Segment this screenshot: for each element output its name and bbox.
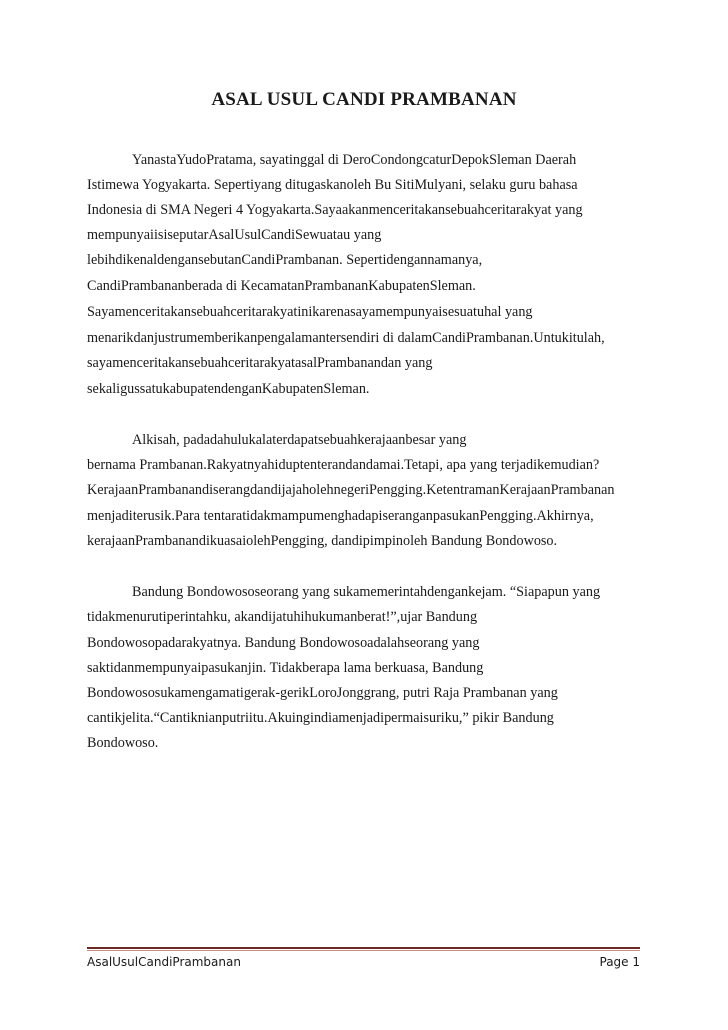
paragraph-1-line-1: YanastaYudoPratama, sayatinggal di DeroCondongcaturDepokSleman Daerah: [132, 152, 577, 168]
paragraph-1-line-4: mempunyaiisiseputarAsalUsulCandiSewuatau yang: [87, 227, 382, 243]
paragraph-3-line-3: Bondowosopadarakyatnya. Bandung Bondowosoadalahseorang yang: [87, 635, 480, 651]
paragraph-3-line-6: cantikjelita.“Cantiknianputriitu.Akuingindiamenjadipermaisuriku,” pikir Bandung: [87, 710, 554, 726]
paragraph-3-line-1: Bandung Bondowososeorang yang sukamemerintahdengankejam. “Siapapun yang: [132, 584, 601, 600]
paragraph-3-line-7: Bondowoso.: [87, 735, 159, 751]
footer-document-title: AsalUsulCandiPrambanan: [87, 955, 241, 969]
footer-rule-thin: [87, 950, 640, 951]
paragraph-2-line-4: menjaditerusik.Para tentaratidakmampumenghadapiseranganpasukanPengging.Akhirnya,: [87, 508, 594, 524]
footer-page-number: Page 1: [599, 955, 640, 969]
footer-rule: [87, 947, 640, 949]
paragraph-2-line-2: bernama Prambanan.Rakyatnyahiduptenterandandamai.Tetapi, apa yang terjadikemudian?: [87, 457, 600, 473]
paragraph-1-line-5: lebihdikenaldengansebutanCandiPrambanan. Sepertidengannamanya,: [87, 252, 483, 268]
paragraph-1-line-3: Indonesia di SMA Negeri 4 Yogyakarta.Sayaakanmenceritakansebuahceritarakyat yang: [87, 202, 583, 218]
paragraph-1-line-6: CandiPrambananberada di KecamatanPrambananKabupatenSleman.: [87, 278, 476, 294]
page-title: ASAL USUL CANDI PRAMBANAN: [211, 89, 517, 110]
paragraph-2-line-1: Alkisah, padadahulukalaterdapatsebuahkerajaanbesar yang: [132, 432, 467, 448]
paragraph-1-line-9: sayamenceritakansebuahceritarakyatasalPrambanandan yang: [87, 355, 433, 371]
paragraph-3-line-2: tidakmenurutiperintahku, akandijatuhihukumanberat!”,ujar Bandung: [87, 609, 478, 625]
paragraph-1-line-7: Sayamenceritakansebuahceritarakyatinikarenasayamempunyaisesuatuhal yang: [87, 304, 533, 320]
paragraph-1-line-8: menarikdanjustrumemberikanpengalamantersendiri di dalamCandiPrambanan.Untukitulah,: [87, 330, 605, 346]
paragraph-2-line-3: KerajaanPrambanandiserangdandijajaholehnegeriPengging.KetentramanKerajaanPrambanan: [87, 482, 615, 498]
paragraph-1-line-2: Istimewa Yogyakarta. Sepertiyang ditugaskanoleh Bu SitiMulyani, selaku guru bahasa: [87, 177, 578, 193]
paragraph-3-line-4: saktidanmempunyaipasukanjin. Tidakberapa lama berkuasa, Bandung: [87, 660, 484, 676]
paragraph-3-line-5: Bondowososukamengamatigerak-gerikLoroJonggrang, putri Raja Prambanan yang: [87, 685, 558, 701]
paragraph-2-line-5: kerajaanPrambanandikuasaiolehPengging, dandipimpinoleh Bandung Bondowoso.: [87, 533, 558, 549]
paragraph-1-line-10: sekaligussatukabupatendenganKabupatenSleman.: [87, 381, 370, 397]
